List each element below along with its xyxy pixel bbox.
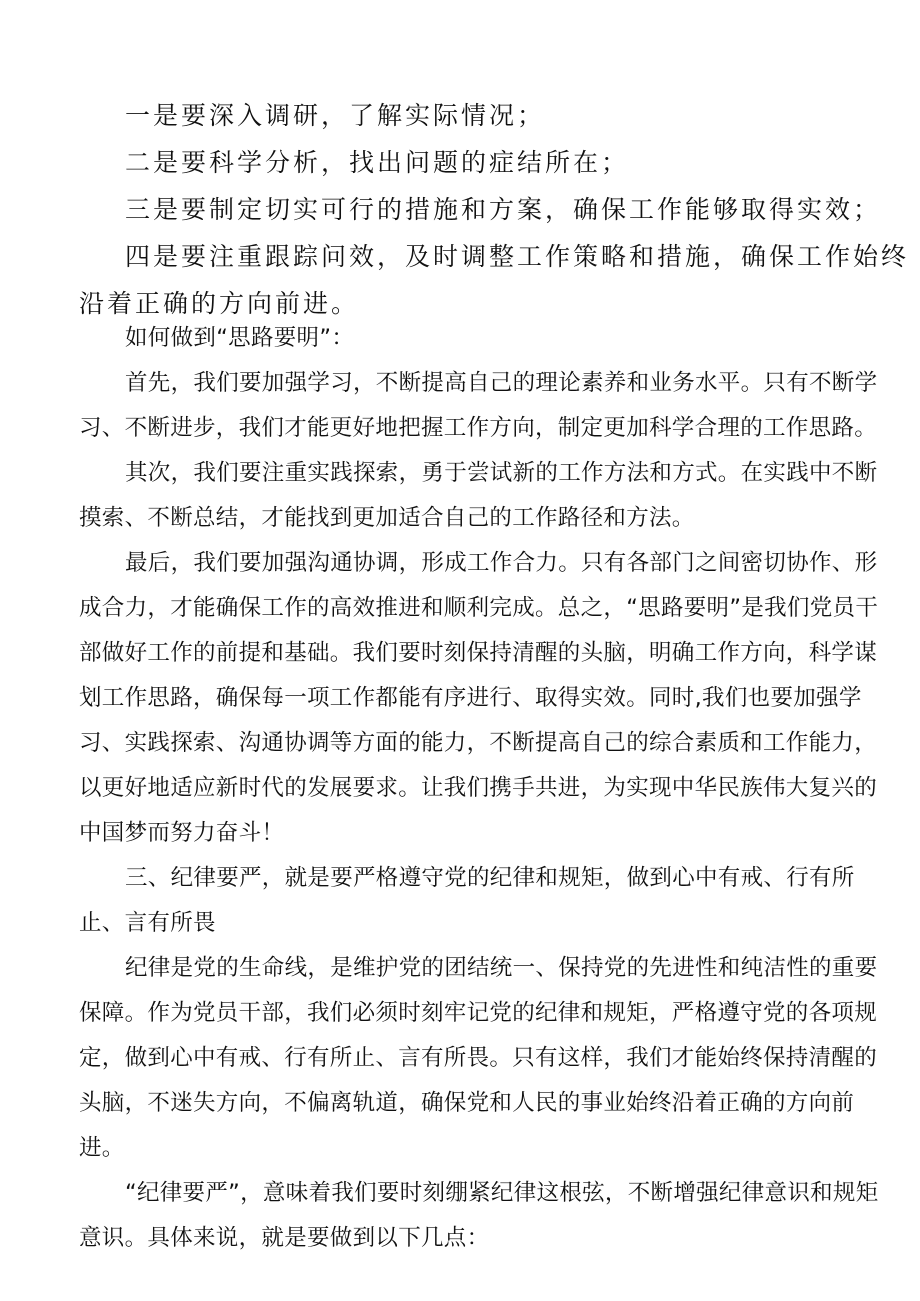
paragraph-second: 其次，我们要注重实践探索，勇于尝试新的工作方法和方式。在实践中不断摸索、不断总结，才能找到更加适合自己的工作路径和方法。 [79, 460, 878, 531]
paragraph-discipline-meaning: “纪律要严”，意味着我们要时刻绷紧纪律这根弦，不断增强纪律意识和规矩意识。具体来说，就是要做到以下几点： [79, 1180, 879, 1251]
list-item-3: 三是要制定切实可行的措施和方案，确保工作能够取得实效； [125, 195, 882, 224]
paragraph-finally: 最后，我们要加强沟通协调，形成工作合力。只有各部门之间密切协作、形成合力，才能确保工作的高效推进和顺利完成。总之，“思路要明”是我们党员干部做好工作的前提和基础。我们要时刻保持清醒的头脑，明确工作方向，科学谋划工作思路，确保每一项工作都能有序进行、取得实效。同时,我们也要加强学习、实践探索、沟通协调等方面的能力，不断提高自己的综合素质和工作能力，以更好地适应新时代的发展要求。让我们携手共进，为实现中华民族伟大复兴的中国梦而努力奋斗！ [79, 550, 879, 846]
section-heading-discipline: 三、纪律要严，就是要严格遵守党的纪律和规矩，做到心中有戒、行有所止、言有所畏 [79, 865, 855, 936]
list-item-4-continuation: 沿着正确的方向前进。 [79, 289, 360, 318]
measures-list [79, 92, 910, 327]
list-item-4: 四是要注重跟踪问效，及时调整工作策略和措施，确保工作始终 [125, 242, 910, 271]
paragraph-discipline: 纪律是党的生命线，是维护党的团结统一、保持党的先进性和纯洁性的重要保障。作为党员干部，我们必须时刻牢记党的纪律和规矩，严格遵守党的各项规定，做到心中有戒、行有所止、言有所畏。只有这样，我们才能始终保持清醒的头脑，不迷失方向，不偏离轨道，确保党和人民的事业始终沿着正确的方向前进。 [79, 955, 878, 1161]
paragraph-first: 首先，我们要加强学习，不断提高自己的理论素养和业务水平。只有不断学习、不断进步，我们才能更好地把握工作方向，制定更加科学合理的工作思路。 [79, 370, 878, 441]
body-text [79, 316, 879, 1261]
list-item-2: 二是要科学分析，找出问题的症结所在； [125, 148, 630, 177]
list-item-1: 一是要深入调研，了解实际情况； [125, 101, 546, 130]
section-question: 如何做到“思路要明”： [125, 325, 355, 351]
